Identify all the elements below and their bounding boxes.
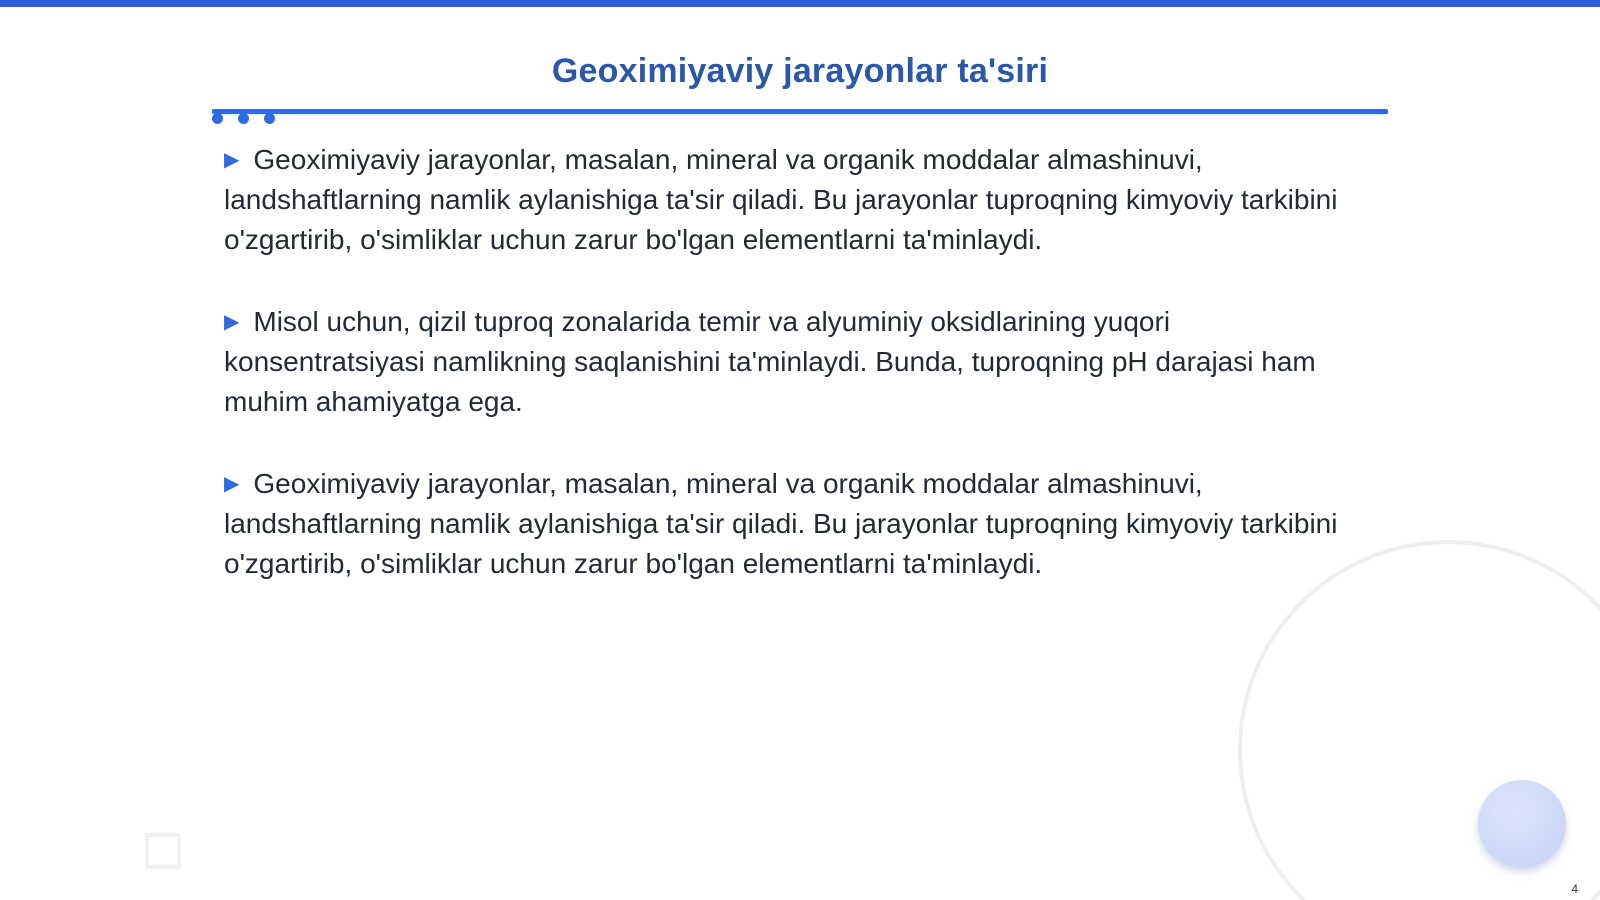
page-number: 4	[1571, 882, 1578, 896]
title-underline	[212, 109, 1388, 114]
triangle-bullet-icon: ▶	[224, 473, 240, 495]
triangle-bullet-icon: ▶	[224, 311, 240, 333]
decorative-dot	[212, 113, 223, 124]
bullet-paragraph-1	[224, 140, 1364, 260]
decorative-dot	[264, 113, 275, 124]
decorative-circle	[1478, 780, 1566, 868]
bullet-paragraph-2	[224, 302, 1364, 422]
slide-content	[224, 140, 1364, 626]
decorative-square	[145, 833, 181, 869]
top-accent-bar	[0, 0, 1600, 7]
paragraph-text: Geoximiyaviy jarayonlar, masalan, mineral va organik moddalar almashinuvi, landshaftlarning namlik aylanishiga ta'sir qiladi. Bu jarayonlar tuproqning kimyoviy tarkibini o'zgartirib, o'simliklar uchun zarur bo'lgan elementlarni ta'minlaydi.	[224, 144, 1338, 255]
paragraph-text: Geoximiyaviy jarayonlar, masalan, mineral va organik moddalar almashinuvi, landshaftlarning namlik aylanishiga ta'sir qiladi. Bu jarayonlar tuproqning kimyoviy tarkibini o'zgartirib, o'simliklar uchun zarur bo'lgan elementlarni ta'minlaydi.	[224, 468, 1338, 579]
paragraph-text: Misol uchun, qizil tuproq zonalarida temir va alyuminiy oksidlarining yuqori konsentratsiyasi namlikning saqlanishini ta'minlaydi. Bunda, tuproqning pH darajasi ham muhim ahamiyatga ega.	[224, 306, 1316, 417]
bullet-paragraph-3	[224, 464, 1364, 584]
slide-title: Geoximiyaviy jarayonlar ta'siri	[551, 52, 1049, 90]
decorative-dot	[238, 113, 249, 124]
triangle-bullet-icon: ▶	[224, 149, 240, 171]
